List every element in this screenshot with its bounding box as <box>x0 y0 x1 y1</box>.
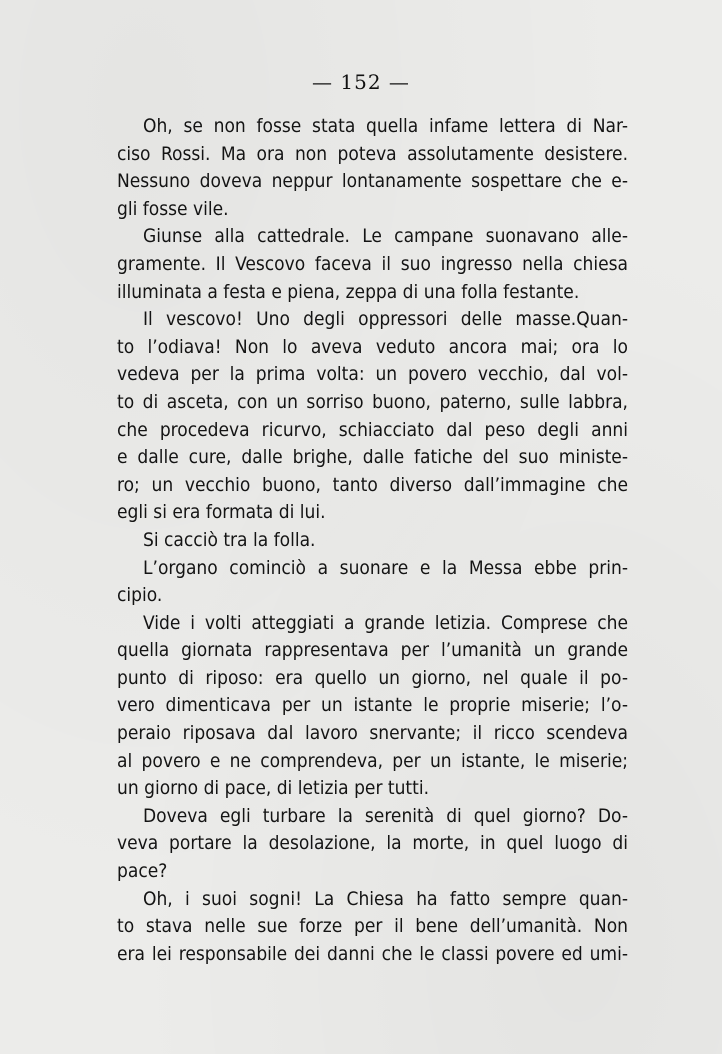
text-line: Vide i volti atteggiati a grande letizia. Comprese che <box>143 611 628 634</box>
text-line: cipio. <box>117 584 163 607</box>
paragraph <box>117 610 628 803</box>
body-text <box>117 113 628 968</box>
paragraph <box>117 555 628 610</box>
text-line: to stava nelle sue forze per il bene dell’umanità. Non <box>117 915 628 938</box>
text-line: to di asceta, con un sorriso buono, paterno, sulle labbra, <box>117 390 628 413</box>
text-line: era lei responsabile dei danni che le classi povere ed umi- <box>117 942 628 965</box>
text-line: pace? <box>117 860 168 883</box>
paragraph <box>117 886 628 969</box>
text-line: vero dimenticava per un istante le proprie miserie; l’o- <box>117 694 628 717</box>
text-line: to l’odiava! Non lo aveva veduto ancora mai; ora lo <box>117 335 628 358</box>
text-line: gramente. Il Vescovo faceva il suo ingresso nella chiesa <box>117 252 628 275</box>
text-line: un giorno di pace, di letizia per tutti. <box>117 777 430 800</box>
paragraph <box>117 527 628 555</box>
text-line: punto di riposo: era quello un giorno, nel quale il po- <box>117 666 628 689</box>
paragraph <box>117 223 628 306</box>
text-line: Oh, se non fosse stata quella infame lettera di Nar- <box>143 115 628 137</box>
text-line: Oh, i suoi sogni! La Chiesa ha fatto sempre quan- <box>143 887 628 910</box>
paragraph <box>117 306 628 527</box>
text-line: che procedeva ricurvo, schiacciato dal peso degli anni <box>117 418 628 441</box>
text-line: al povero e ne comprendeva, per un istante, le miserie; <box>117 749 628 772</box>
text-line: quella giornata rappresentava per l’umanità un grande <box>117 639 628 662</box>
text-line: vedeva per la prima volta: un povero vecchio, dal vol- <box>117 363 628 386</box>
text-line: e dalle cure, dalle brighe, dalle fatiche del suo ministe- <box>117 446 628 469</box>
text-line: ro; un vecchio buono, tanto diverso dall’immagine che <box>117 473 628 496</box>
text-line: veva portare la desolazione, la morte, in quel luogo di <box>117 832 628 855</box>
text-line: peraio riposava dal lavoro snervante; il ricco scendeva <box>117 722 628 745</box>
paragraph <box>117 803 628 886</box>
text-line: ciso Rossi. Ma ora non poteva assolutamente desistere. <box>117 142 628 165</box>
text-line: illuminata a festa e piena, zeppa di una folla festante. <box>117 280 580 303</box>
paragraph <box>117 113 628 223</box>
text-line: egli si era formata di lui. <box>117 501 326 524</box>
text-line: Il vescovo! Uno degli oppressori delle masse.Quan- <box>143 308 628 331</box>
text-line: Nessuno doveva neppur lontanamente sospettare che e- <box>117 170 628 193</box>
text-line: Doveva egli turbare la serenità di quel giorno? Do- <box>143 804 628 827</box>
page-number: — 152 — <box>312 70 410 94</box>
text-line: L’organo cominciò a suonare e la Messa ebbe prin- <box>143 556 628 579</box>
text-line: gli fosse vile. <box>117 197 229 220</box>
text-line: Si cacciò tra la folla. <box>143 528 316 551</box>
text-line: Giunse alla cattedrale. Le campane suonavano alle- <box>143 225 628 248</box>
